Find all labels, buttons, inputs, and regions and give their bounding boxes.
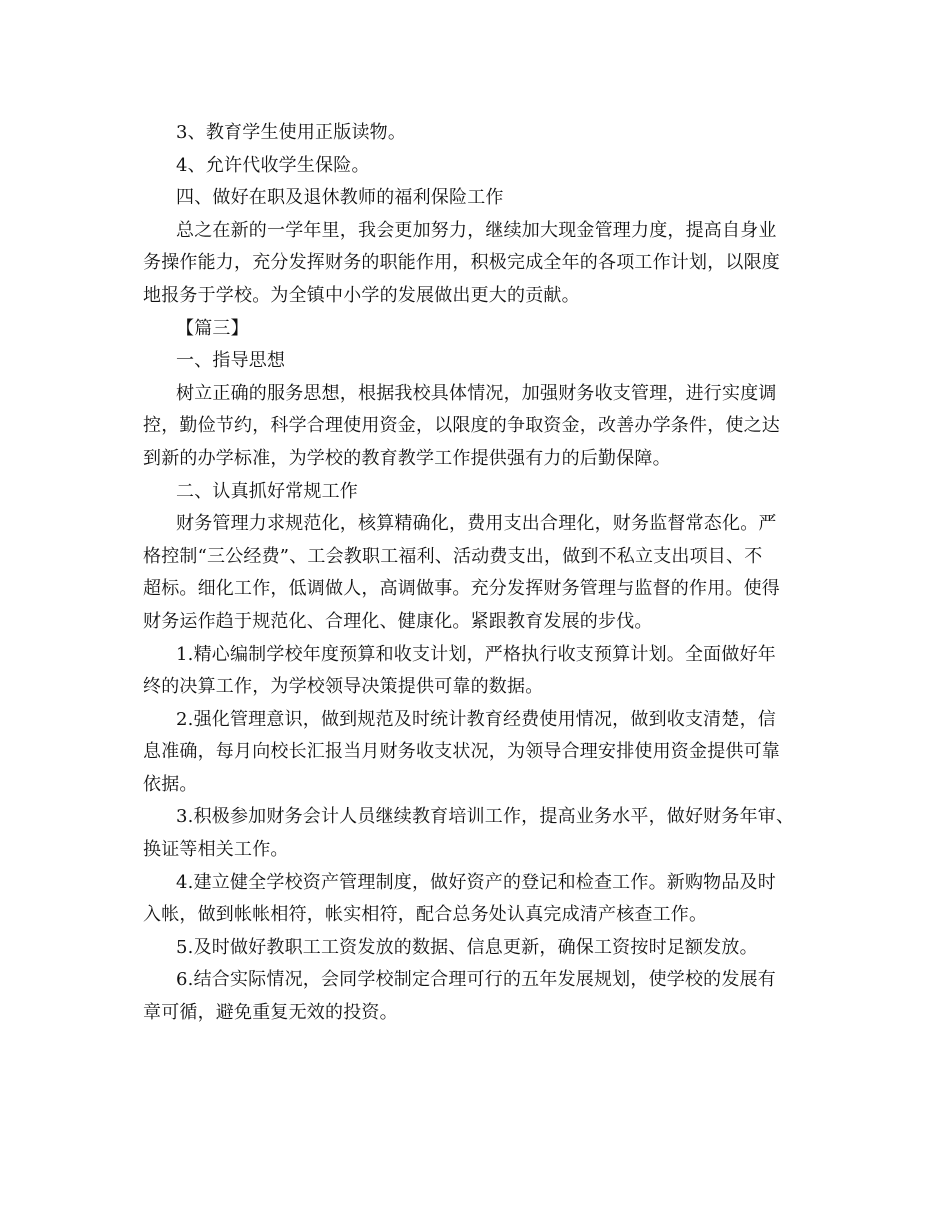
text-line: 换证等相关工作。 xyxy=(143,839,289,861)
text-line: 到新的办学标准，为学校的教育教学工作提供强有力的后勤保障。 xyxy=(143,447,671,469)
section-heading: 一、指导思想 xyxy=(176,350,286,372)
text-line: 3、教育学生使用正版读物。 xyxy=(176,122,407,143)
text-line: 务操作能力，充分发挥财务的职能作用，积极完成全年的各项工作计划，以限度 xyxy=(143,252,780,274)
text-line: 章可循，避免重复无效的投资。 xyxy=(143,1002,398,1024)
list-item: 6.结合实际情况，会同学校制定合理可行的五年发展规划，使学校的发展有 xyxy=(176,969,776,991)
text-line: 4、允许代收学生保险。 xyxy=(176,154,370,176)
text-line: 地报务于学校。为全镇中小学的发展做出更大的贡献。 xyxy=(143,284,580,306)
chapter-heading: 【篇三】 xyxy=(176,317,249,339)
section-heading: 二、认真抓好常规工作 xyxy=(176,480,358,502)
text-line: 息准确，每月向校长汇报当月财务收支状况，为领导合理安排使用资金提供可靠 xyxy=(143,741,780,763)
list-item: 3.积极参加财务会计人员继续教育培训工作，提高业务水平，做好财务年审、 xyxy=(176,806,795,828)
section-heading: 四、做好在职及退休教师的福利保险工作 xyxy=(176,187,504,209)
list-item: 5.及时做好教职工工资发放的数据、信息更新，确保工资按时足额发放。 xyxy=(176,936,758,958)
text-line: 格控制“三公经费”、工会教职工福利、活动费支出，做到不私立支出项目、不 xyxy=(143,545,763,567)
text-line: 超标。细化工作，低调做人，高调做事。充分发挥财务管理与监督的作用。使得 xyxy=(143,578,780,600)
document-body xyxy=(143,117,808,1030)
list-item: 2.强化管理意识，做到规范及时统计教育经费使用情况，做到收支清楚，信 xyxy=(176,708,776,730)
text-line: 总之在新的一学年里，我会更加努力，继续加大现金管理力度，提高自身业 xyxy=(176,219,777,241)
text-line: 依据。 xyxy=(143,773,198,795)
text-line: 入帐，做到帐帐相符，帐实相符，配合总务处认真完成清产核查工作。 xyxy=(143,904,708,926)
text-line: 控，勤俭节约，科学合理使用资金，以限度的争取资金，改善办学条件，使之达 xyxy=(143,415,780,437)
text-line: 树立正确的服务思想，根据我校具体情况，加强财务收支管理，进行实度调 xyxy=(176,382,777,404)
text-line: 终的决算工作，为学校领导决策提供可靠的数据。 xyxy=(143,676,544,698)
text-line: 财务管理力求规范化，核算精确化，费用支出合理化，财务监督常态化。严 xyxy=(176,513,777,535)
list-item: 4.建立健全学校资产管理制度，做好资产的登记和检查工作。新购物品及时 xyxy=(176,871,776,893)
list-item: 1.精心编制学校年度预算和收支计划，严格执行收支预算计划。全面做好年 xyxy=(176,643,776,665)
text-line: 财务运作趋于规范化、合理化、健康化。紧跟教育发展的步伐。 xyxy=(143,610,653,632)
